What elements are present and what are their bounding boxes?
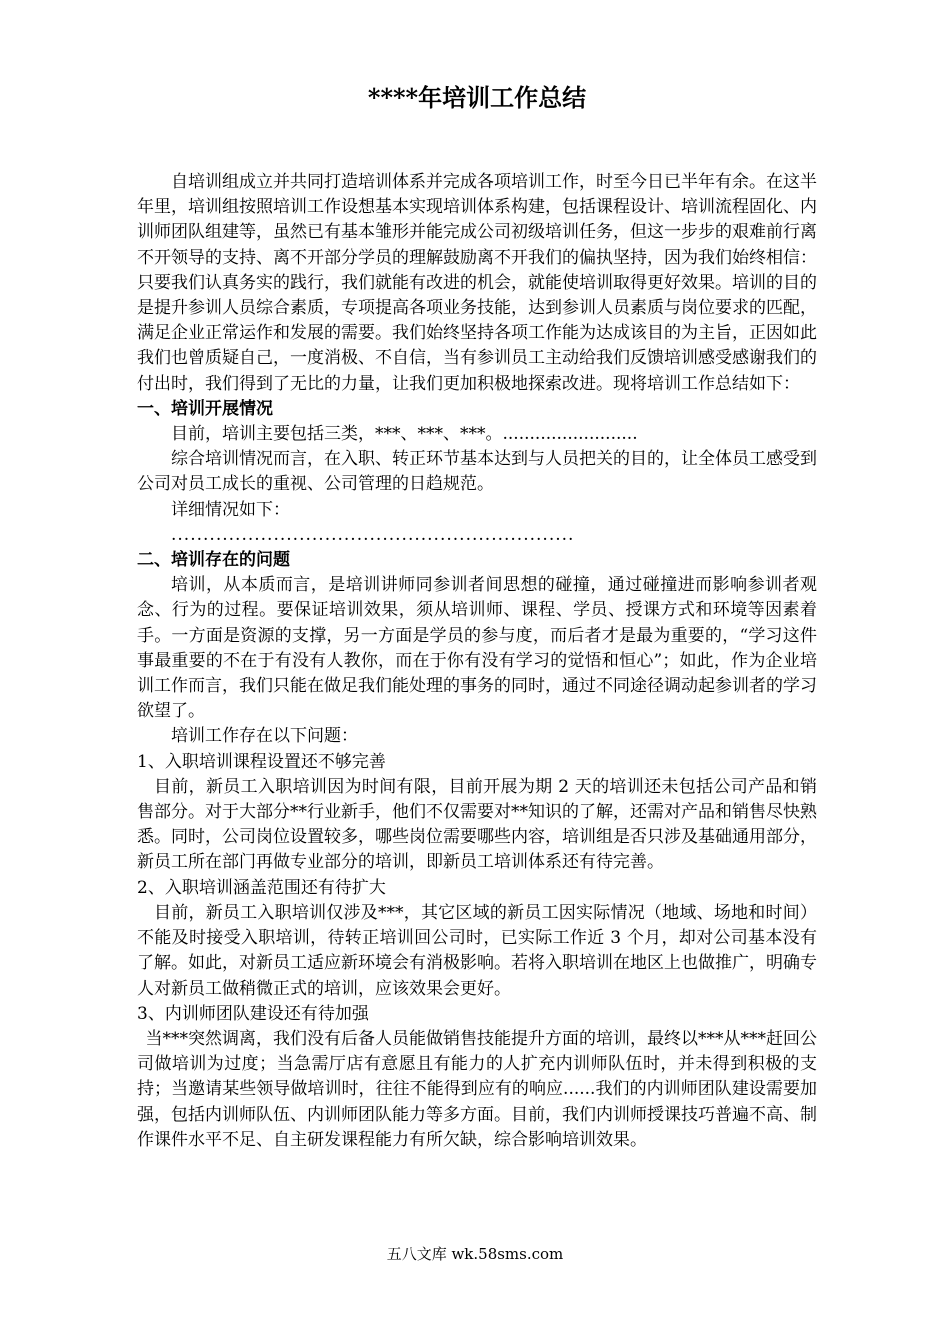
document-page (137, 80, 817, 1153)
issue-1-heading: 1、入职培训课程设置还不够完善 (137, 751, 386, 772)
section-1-dots: ............................................................... (171, 524, 575, 545)
section-2-paragraph-2: 培训工作存在以下问题： (171, 726, 358, 747)
section-2-paragraph-1: 培训，从本质而言，是培训讲师同参训者间思想的碰撞，通过碰撞进而影响参训者观念、行为的过程。要保证培训效果，须从培训师、课程、学员、授课方式和环境等因素着手。一方面是资源的支撑，另一方面是学员的参与度，而后者才是最为重要的，“学习这件事最重要的不在于有没有人教你，而在于你有没有学习的觉悟和恒心”；如此，作为企业培训工作而言，我们只能在做足我们能处理的事务的同时，通过不同途径调动起参训者的学习欲望了。 (137, 575, 817, 722)
section-1-heading: 一、培训开展情况 (137, 398, 273, 419)
issue-2-heading: 2、入职培训涵盖范围还有待扩大 (137, 877, 386, 898)
issue-2-body: 目前，新员工入职培训仅涉及***，其它区域的新员工因实际情况（地域、场地和时间）不能及时接受入职培训，待转正培训回公司时，已实际工作近 3 个月，却对公司基本没有了解。如此，对新员工适应新环境会有消极影响。若将入职培训在地区上也做推广，明确专人对新员工做稍微正式的培训，应该效果会更好。 (137, 902, 817, 999)
intro-paragraph: 自培训组成立并共同打造培训体系并完成各项培训工作，时至今日已半年有余。在这半年里，培训组按照培训工作设想基本实现培训体系构建，包括课程设计、培训流程固化、内训师团队组建等，虽然已有基本雏形并能完成公司初级培训任务，但这一步步的艰难前行离不开领导的支持、离不开部分学员的理解鼓励离不开我们的偏执坚持，因为我们始终相信：只要我们认真务实的践行，我们就能有改进的机会，就能使培训取得更好效果。培训的目的是提升参训人员综合素质，专项提高各项业务技能，达到参训人员素质与岗位要求的匹配，满足企业正常运作和发展的需要。我们始终坚持各项工作能为达成该目的为主旨，正因如此我们也曾质疑自己，一度消极、不自信，当有参训员工主动给我们反馈培训感受感谢我们的付出时，我们得到了无比的力量，让我们更加积极地探索改进。现将培训工作总结如下： (137, 172, 817, 394)
issue-3-heading: 3、内训师团队建设还有待加强 (137, 1003, 369, 1024)
section-2-heading: 二、培训存在的问题 (137, 550, 290, 571)
section-1-paragraph-1: 目前，培训主要包括三类，***、***、***。......................... (171, 424, 638, 445)
section-1-paragraph-2: 综合培训情况而言，在入职、转正环节基本达到与人员把关的目的，让全体员工感受到公司对员工成长的重视、公司管理的日趋规范。 (137, 449, 817, 495)
footer-watermark: 五八文库 wk.58sms.com (386, 1245, 564, 1263)
issue-3-body: 当***突然调离，我们没有后备人员能做销售技能提升方面的培训，最终以***从***赶回公司做培训为过度；当急需厅店有意愿且有能力的人扩充内训师队伍时，并未得到积极的支持；当邀请某些领导做培训时，往往不能得到应有的响应......我们的内训师团队建设需要加强，包括内训师队伍、内训师团队能力等多方面。目前，我们内训师授课技巧普遍不高、制作课件水平不足、自主研发课程能力有所欠缺，综合影响培训效果。 (137, 1028, 817, 1150)
issue-1-body: 目前，新员工入职培训因为时间有限，目前开展为期 2 天的培训还未包括公司产品和销售部分。对于大部分**行业新手，他们不仅需要对**知识的了解，还需对产品和销售尽快熟悉。同时，公司岗位设置较多，哪些岗位需要哪些内容，培训组是否只涉及基础通用部分，新员工所在部门再做专业部分的培训，即新员工培训体系还有待完善。 (137, 776, 817, 873)
document-title: ****年培训工作总结 (367, 83, 587, 112)
section-1-paragraph-3: 详细情况如下： (171, 499, 290, 520)
